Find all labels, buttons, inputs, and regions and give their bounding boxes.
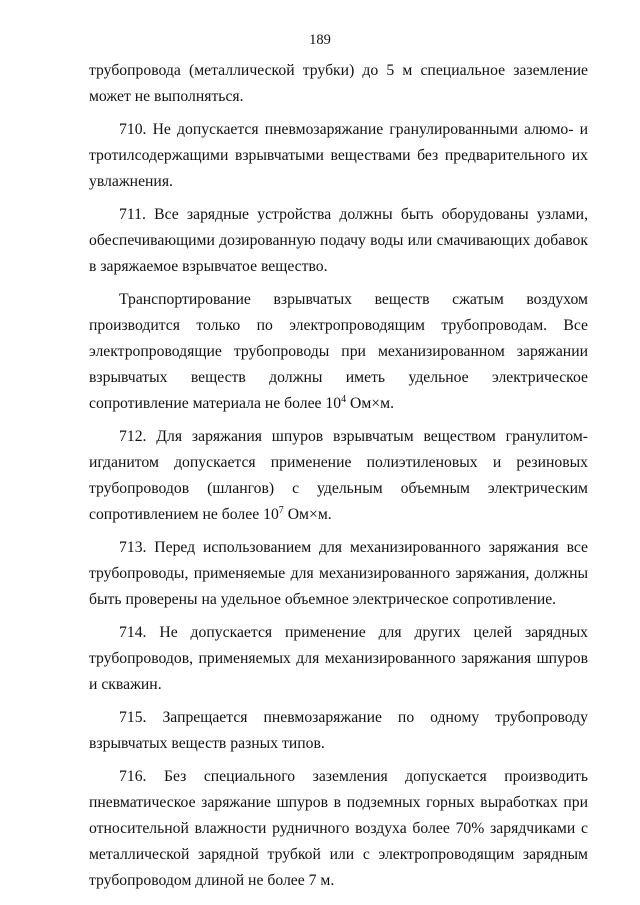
paragraph-713: [89, 535, 588, 613]
paragraph-unit: Ом×м.: [346, 395, 394, 412]
paragraph-text: 713. Перед использованием для механизированного заряжания все трубопроводы, применяемые для механизированного заряжания, должны быть проверены на удельное объемное электрическое сопротивление.: [89, 539, 588, 608]
paragraph-712: [89, 424, 588, 528]
paragraph-text: Транспортирование взрывчатых веществ сжатым воздухом производится только по электропроводящим трубопроводам. Все электропроводящие трубопроводы при механизированном заряжании взрывчатых веществ должны иметь удельное электрическое сопротивление материала не более 10: [89, 291, 588, 412]
paragraph-transport: [89, 287, 588, 417]
paragraph-text: 711. Все зарядные устройства должны быть оборудованы узлами, обеспечивающими дозированную подачу воды или смачивающих добавок в заряжаемое взрывчатое вещество.: [89, 206, 588, 275]
paragraph-715: [89, 705, 588, 757]
paragraph-714: [89, 620, 588, 698]
page-number: 189: [309, 32, 331, 48]
paragraph-711: [89, 202, 588, 280]
paragraph-text: 710. Не допускается пневмозаряжание гранулированными алюмо- и тротилсодержащими взрывчатыми веществами без предварительного их увлажнения.: [89, 121, 588, 190]
paragraph-text: 714. Не допускается применение для других целей зарядных трубопроводов, применяемых для механизированного заряжания шпуров и скважин.: [89, 624, 588, 693]
paragraph-text: трубопровода (металлической трубки) до 5 м специальное заземление может не выполняться.: [89, 62, 588, 105]
paragraph-710: [89, 117, 588, 195]
paragraph-continuation: [89, 58, 588, 110]
paragraph-text: 715. Запрещается пневмозаряжание по одному трубопроводу взрывчатых веществ разных типов.: [89, 709, 588, 752]
paragraph-text: 712. Для заряжания шпуров взрывчатым веществом гранулитом-игданитом допускается применение полиэтиленовых и резиновых трубопроводов (шлангов) с удельным объемным электрическим сопротивлением не более 10: [89, 428, 588, 523]
exponent: 7: [278, 505, 284, 516]
document-body: [89, 58, 588, 901]
paragraph-unit: Ом×м.: [283, 506, 332, 523]
exponent: 4: [341, 394, 347, 405]
paragraph-716: [89, 764, 588, 894]
paragraph-text: 716. Без специального заземления допускается производить пневматическое заряжание шпуров в подземных горных выработках при относительной влажности рудничного воздуха более 70% зарядчиками с металлической зарядной трубкой или с электропроводящим зарядным трубопроводом длиной не более 7 м.: [89, 768, 588, 889]
